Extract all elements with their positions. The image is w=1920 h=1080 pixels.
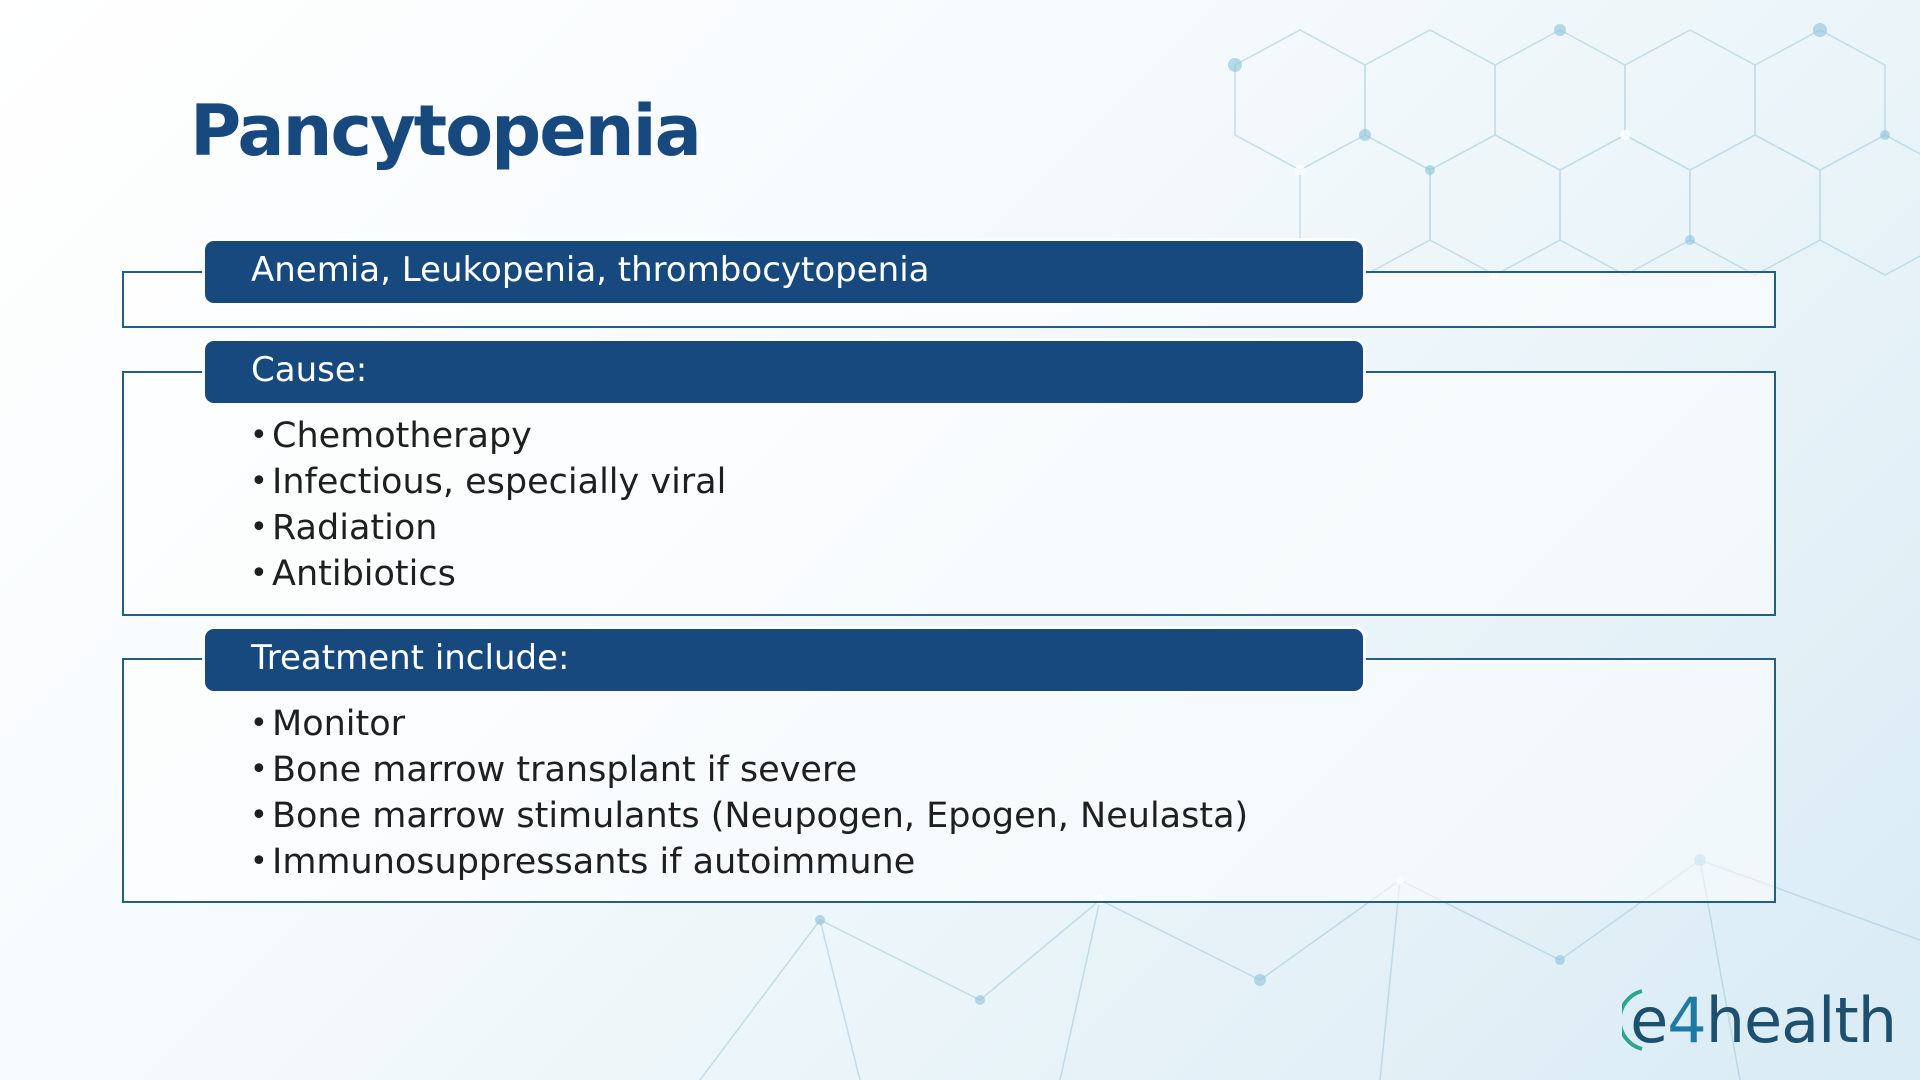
list-item (250, 505, 726, 551)
bullet-icon: • (250, 464, 268, 499)
e4health-logo (1622, 980, 1896, 1060)
list-item (250, 839, 1248, 885)
list-item-text: Monitor (272, 704, 406, 744)
list-item (250, 701, 1248, 747)
list-item-text: Chemotherapy (272, 416, 532, 456)
section-cause-header: Cause: (205, 341, 1363, 403)
list-item (250, 413, 726, 459)
bullet-icon: • (250, 844, 268, 879)
section-treatment-header: Treatment include: (205, 629, 1363, 691)
list-item (250, 793, 1248, 839)
bullet-icon: • (250, 706, 268, 741)
slide-title: Pancytopenia (190, 90, 700, 172)
section-definition-header: Anemia, Leukopenia, thrombocytopenia (205, 241, 1363, 303)
list-item-text: Bone marrow stimulants (Neupogen, Epogen, Neulasta) (272, 796, 1249, 836)
list-item (250, 551, 726, 597)
cause-list (250, 413, 726, 597)
list-item-text: Infectious, especially viral (272, 462, 727, 502)
list-item-text: Antibiotics (272, 554, 456, 594)
list-item-text: Immunosuppressants if autoimmune (272, 842, 916, 882)
list-item (250, 747, 1248, 793)
bullet-icon: • (250, 510, 268, 545)
treatment-list (250, 701, 1248, 885)
bullet-icon: • (250, 556, 268, 591)
logo-text: e4health (1630, 983, 1896, 1057)
bullet-icon: • (250, 418, 268, 453)
bullet-icon: • (250, 752, 268, 787)
list-item-text: Radiation (272, 508, 438, 548)
list-item (250, 459, 726, 505)
list-item-text: Bone marrow transplant if severe (272, 750, 858, 790)
bullet-icon: • (250, 798, 268, 833)
